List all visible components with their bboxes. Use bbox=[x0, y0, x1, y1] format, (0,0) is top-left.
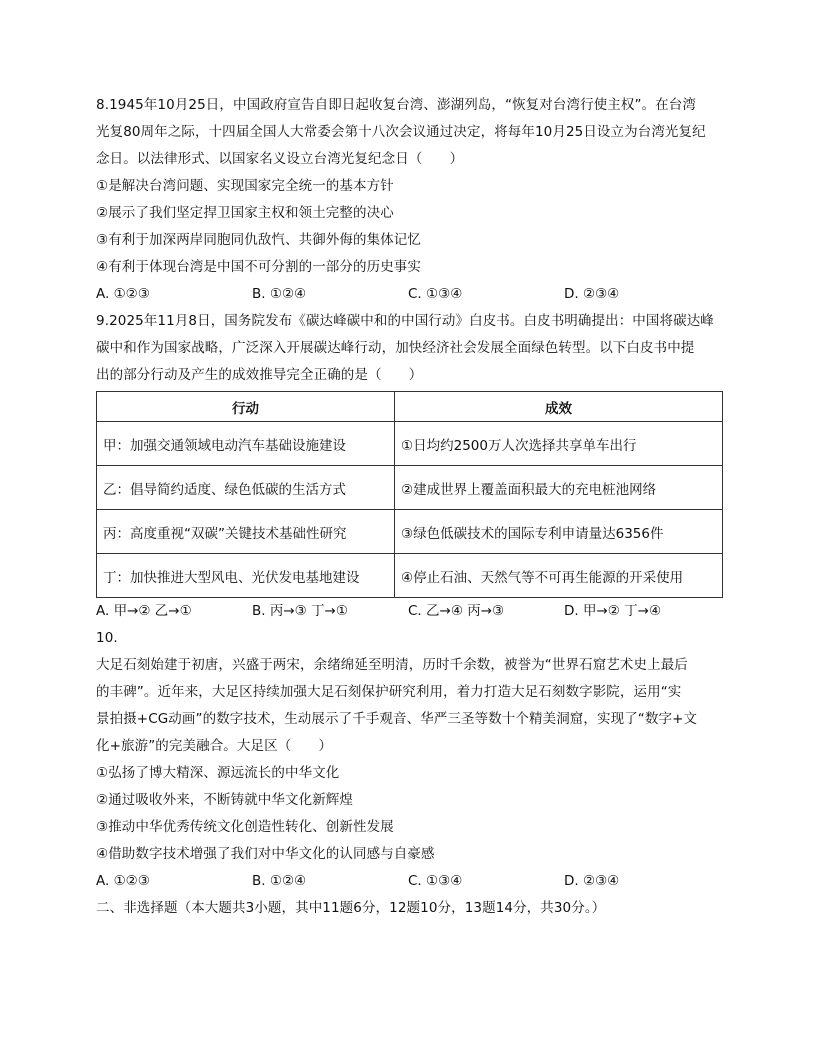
question-10-option-c[interactable]: C. ①③④ bbox=[408, 873, 463, 889]
question-9-table bbox=[96, 391, 723, 598]
question-8-statement-2: ②展示了我们坚定捍卫国家主权和领土完整的决心 bbox=[96, 205, 394, 221]
table-cell-result: ②建成世界上覆盖面积最大的充电桩池网络 bbox=[395, 466, 723, 510]
question-9-option-a[interactable]: A. 甲→② 乙→① bbox=[96, 603, 192, 619]
question-10-statement-2: ②通过吸收外来，不断铸就中华文化新辉煌 bbox=[96, 792, 354, 808]
question-10-options bbox=[96, 868, 722, 895]
table-row bbox=[97, 422, 723, 466]
question-10-number: 10. bbox=[96, 630, 118, 646]
question-8-option-b[interactable]: B. ①②④ bbox=[252, 286, 307, 302]
page-content bbox=[96, 92, 722, 922]
question-9 bbox=[96, 308, 722, 625]
table-cell-action: 丙：高度重视“双碳”关键技术基础性研究 bbox=[97, 510, 395, 554]
table-cell-action: 丁：加快推进大型风电、光伏发电基地建设 bbox=[97, 554, 395, 598]
question-10 bbox=[96, 625, 722, 895]
table-header-result: 成效 bbox=[395, 392, 723, 422]
section-2-heading: 二、非选择题（本大题共3小题，其中11题6分，12题10分，13题14分，共30分。） bbox=[96, 900, 606, 916]
question-9-options bbox=[96, 598, 722, 625]
table-cell-result: ④停止石油、天然气等不可再生能源的开采使用 bbox=[395, 554, 723, 598]
table-row bbox=[97, 554, 723, 598]
question-9-option-c[interactable]: C. 乙→④ 丙→③ bbox=[408, 603, 505, 619]
table-cell-result: ③绿色低碳技术的国际专利申请量达6356件 bbox=[395, 510, 723, 554]
question-8-option-c[interactable]: C. ①③④ bbox=[408, 286, 463, 302]
table-row bbox=[97, 466, 723, 510]
question-8-stem-line-2: 光复80周年之际，十四届全国人大常委会第十八次会议通过决定，将每年10月25日设立为台湾光复纪 bbox=[96, 124, 706, 140]
question-10-statement-4: ④借助数字技术增强了我们对中华文化的认同感与自豪感 bbox=[96, 846, 435, 862]
question-8-stem-line-3: 念日。以法律形式、以国家名义设立台湾光复纪念日（ ） bbox=[96, 151, 464, 167]
question-9-option-b[interactable]: B. 丙→③ 丁→① bbox=[252, 603, 348, 619]
question-8-statement-1: ①是解决台湾问题、实现国家完全统一的基本方针 bbox=[96, 178, 394, 194]
question-8-option-a[interactable]: A. ①②③ bbox=[96, 286, 150, 302]
question-10-option-b[interactable]: B. ①②④ bbox=[252, 873, 307, 889]
question-10-stem-line-4: 化+旅游”的完美融合。大足区（ ） bbox=[96, 738, 333, 754]
table-row bbox=[97, 510, 723, 554]
question-10-statement-1: ①弘扬了博大精深、源远流长的中华文化 bbox=[96, 765, 340, 781]
question-8-statement-3: ③有利于加深两岸同胞同仇敌忾、共御外侮的集体记忆 bbox=[96, 232, 422, 248]
table-cell-action: 甲：加强交通领域电动汽车基础设施建设 bbox=[97, 422, 395, 466]
question-8-options bbox=[96, 281, 722, 308]
table-header-action: 行动 bbox=[97, 392, 395, 422]
question-8-statement-4: ④有利于体现台湾是中国不可分割的一部分的历史事实 bbox=[96, 259, 422, 275]
question-9-stem-line-2: 碳中和作为国家战略，广泛深入开展碳达峰行动，加快经济社会发展全面绿色转型。以下白皮书中提 bbox=[96, 340, 695, 356]
table-cell-result: ①日均约2500万人次选择共享单车出行 bbox=[395, 422, 723, 466]
question-10-stem-line-1: 大足石刻始建于初唐，兴盛于两宋，余绪绵延至明清，历时千余数，被誉为“世界石窟艺术史上最后 bbox=[96, 657, 688, 673]
question-9-option-d[interactable]: D. 甲→② 丁→④ bbox=[564, 603, 662, 619]
table-cell-action: 乙：倡导简约适度、绿色低碳的生活方式 bbox=[97, 466, 395, 510]
table-header-row bbox=[97, 392, 723, 422]
question-8 bbox=[96, 92, 722, 308]
question-8-stem-line-1: 8.1945年10月25日，中国政府宣告自即日起收复台湾、澎湖列岛，“恢复对台湾行使主权”。在台湾 bbox=[96, 97, 696, 113]
question-10-option-a[interactable]: A. ①②③ bbox=[96, 873, 150, 889]
question-8-option-d[interactable]: D. ②③④ bbox=[564, 286, 620, 302]
question-10-option-d[interactable]: D. ②③④ bbox=[564, 873, 620, 889]
question-9-stem-line-3: 出的部分行动及产生的成效推导完全正确的是（ ） bbox=[96, 367, 423, 383]
question-10-statement-3: ③推动中华优秀传统文化创造性转化、创新性发展 bbox=[96, 819, 394, 835]
question-10-stem-line-3: 景拍摄+CG动画”的数字技术，生动展示了千手观音、华严三圣等数十个精美洞窟，实现了“数字+文 bbox=[96, 711, 698, 727]
question-10-stem-line-2: 的丰碑”。近年来，大足区持续加强大足石刻保护研究利用，着力打造大足石刻数字影院，运用“实 bbox=[96, 684, 682, 700]
question-9-stem-line-1: 9.2025年11月8日，国务院发布《碳达峰碳中和的中国行动》白皮书。白皮书明确提出：中国将碳达峰 bbox=[96, 313, 714, 329]
